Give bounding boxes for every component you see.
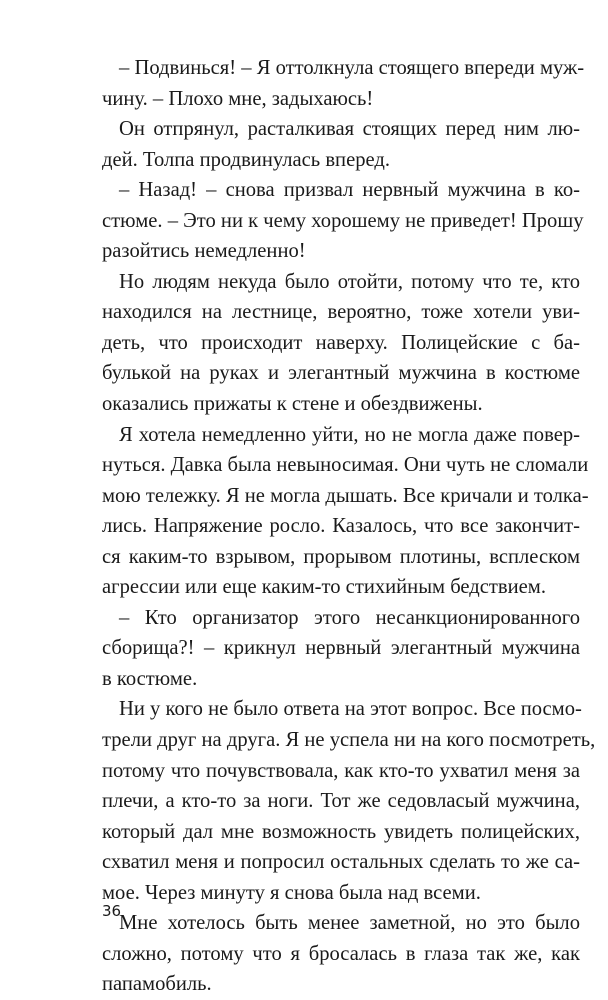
text-line: разойтись немедленно! — [102, 240, 306, 263]
text-line: трели друг на друга. Я не успела ни на кого посмотреть, — [102, 729, 596, 752]
text-line: чину. – Плохо мне, задыхаюсь! — [102, 87, 374, 110]
text-line: Ни у кого не было ответа на этот вопрос. Все посмо- — [119, 698, 582, 721]
text-line: мою тележку. Я не могла дышать. Все кричали и толка- — [102, 484, 589, 507]
text-line: булькой на руках и элегантный мужчина в костюме — [102, 362, 580, 385]
text-line: агрессии или еще каким-то стихийным бедствием. — [102, 576, 546, 599]
text-line: схватил меня и попросил остальных сделать то же са- — [102, 851, 580, 874]
text-line: оказались прижаты к стене и обездвижены. — [102, 393, 483, 416]
text-line: сборища?! – крикнул нервный элегантный мужчина — [102, 637, 580, 660]
text-line: ся каким-то взрывом, прорывом плотины, всплеском — [102, 545, 580, 568]
text-line: сложно, потому что я бросалась в глаза так же, как — [102, 942, 580, 965]
text-line: нуться. Давка была невыносимая. Они чуть не сломали — [102, 454, 589, 477]
text-line: папамобиль. — [102, 973, 212, 996]
text-line: деть, что происходит наверху. Полицейские с ба- — [102, 331, 580, 354]
body-text — [102, 53, 596, 1000]
text-line: – Кто организатор этого несанкционированного — [119, 606, 580, 629]
text-line: дей. Толпа продвинулась вперед. — [102, 148, 391, 171]
text-line: – Подвинься! – Я оттолкнула стоящего впереди муж- — [119, 57, 585, 79]
text-line: Мне хотелось быть менее заметной, но это было — [119, 912, 580, 935]
text-line: Он отпрянул, расталкивая стоящих перед ним лю- — [119, 118, 580, 141]
text-line: Я хотела немедленно уйти, но не могла даже повер- — [119, 423, 580, 446]
page-number: 36 — [102, 902, 122, 920]
text-line: плечи, а кто-то за ноги. Тот же седовласый мужчина, — [102, 790, 580, 813]
text-line: лись. Напряжение росло. Казалось, что все закончит- — [102, 515, 580, 538]
text-line: Но людям некуда было отойти, потому что те, кто — [119, 270, 580, 293]
text-line: находился на лестнице, вероятно, тоже хотели уви- — [102, 301, 580, 324]
text-line: стюме. – Это ни к чему хорошему не приведет! Прошу — [102, 209, 584, 232]
text-line: потому что почувствовала, как кто-то ухватил меня за — [102, 759, 580, 782]
text-line: в костюме. — [102, 667, 198, 690]
text-line: который дал мне возможность увидеть полицейских, — [102, 820, 580, 843]
text-line: – Назад! – снова призвал нервный мужчина в ко- — [119, 179, 580, 202]
text-line: мое. Через минуту я снова была над всеми. — [102, 881, 481, 904]
